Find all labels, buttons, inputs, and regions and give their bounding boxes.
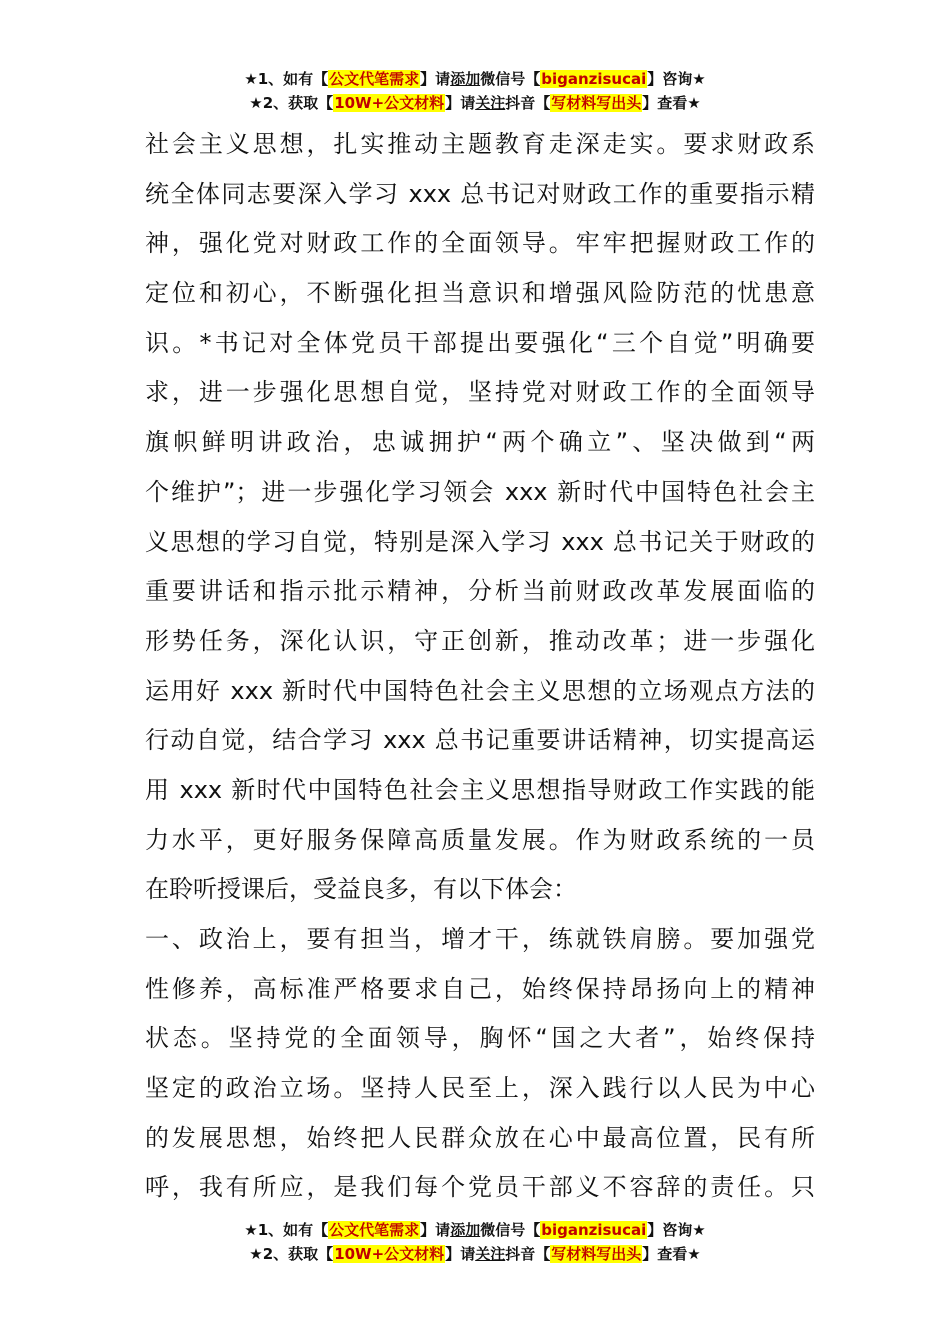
body-line: 坚定的政治立场。坚持人民至上，深入践行以人民为中心 bbox=[145, 1074, 815, 1103]
body-line: 行动自觉，结合学习 xxx 总书记重要讲话精神，切实提高运 bbox=[145, 726, 815, 755]
banner-line-2: ★2、获取【10W+公文材料】请关注抖音【写材料写出头】查看★ bbox=[249, 1245, 701, 1263]
body-line: 力水平，更好服务保障高质量发展。作为财政系统的一员 bbox=[145, 825, 815, 854]
banner-line-1: ★1、如有【公文代笔需求】请添加微信号【biganzisucai】咨询★ bbox=[244, 70, 706, 88]
body-line: 旗帜鲜明讲政治，忠诚拥护“两个确立”、坚决做到“两 bbox=[145, 428, 815, 457]
body-line: 呼，我有所应，是我们每个党员干部义不容辞的责任。只 bbox=[145, 1173, 815, 1202]
body-line: 形势任务，深化认识，守正创新，推动改革；进一步强化 bbox=[145, 626, 815, 655]
body-line: 用 xxx 新时代中国特色社会主义思想指导财政工作实践的能 bbox=[145, 775, 815, 804]
highlight-douyin-account: 写材料写出头 bbox=[551, 94, 642, 112]
header-banner bbox=[0, 67, 950, 115]
section-heading-line: 一、政治上，要有担当，增才干，练就铁肩膀。要加强党 bbox=[145, 925, 815, 953]
body-line: 社会主义思想，扎实推动主题教育走深走实。要求财政系 bbox=[145, 130, 815, 158]
body-line: 性修养，高标准严格要求自己，始终保持昂扬向上的精神 bbox=[145, 974, 815, 1003]
highlight-service: 公文代笔需求 bbox=[329, 70, 420, 88]
highlight-materials: 10W+公文材料 bbox=[334, 1245, 445, 1263]
body-line: 识。*书记对全体党员干部提出要强化“三个自觉”明确要 bbox=[145, 328, 815, 357]
body-line: 运用好 xxx 新时代中国特色社会主义思想的立场观点方法的 bbox=[145, 676, 815, 705]
highlight-service: 公文代笔需求 bbox=[329, 1221, 420, 1239]
body-line: 的发展思想，始终把人民群众放在心中最高位置，民有所 bbox=[145, 1123, 815, 1152]
body-line: 重要讲话和指示批示精神，分析当前财政改革发展面临的 bbox=[145, 577, 815, 606]
body-line: 求，进一步强化思想自觉，坚持党对财政工作的全面领导 bbox=[145, 378, 815, 407]
highlight-wechat-id: biganzisucai bbox=[541, 1221, 647, 1239]
body-line: 义思想的学习自觉，特别是深入学习 xxx 总书记关于财政的 bbox=[145, 527, 815, 556]
highlight-douyin-account: 写材料写出头 bbox=[551, 1245, 642, 1263]
body-line: 神，强化党对财政工作的全面领导。牢牢把握财政工作的 bbox=[145, 229, 815, 258]
body-line: 在聆听授课后，受益良多，有以下体会： bbox=[145, 875, 577, 904]
banner-line-1: ★1、如有【公文代笔需求】请添加微信号【biganzisucai】咨询★ bbox=[244, 1221, 706, 1239]
highlight-materials: 10W+公文材料 bbox=[334, 94, 445, 112]
banner-line-2: ★2、获取【10W+公文材料】请关注抖音【写材料写出头】查看★ bbox=[249, 94, 701, 112]
document-body bbox=[145, 120, 815, 1213]
body-line: 定位和初心，不断强化担当意识和增强风险防范的忧患意 bbox=[145, 279, 815, 308]
body-line: 个维护”；进一步强化学习领会 xxx 新时代中国特色社会主 bbox=[145, 477, 815, 506]
footer-banner bbox=[0, 1218, 950, 1266]
body-line: 状态。坚持党的全面领导，胸怀“国之大者”，始终保持 bbox=[145, 1024, 815, 1053]
body-line: 统全体同志要深入学习 xxx 总书记对财政工作的重要指示精 bbox=[145, 179, 815, 208]
highlight-wechat-id: biganzisucai bbox=[541, 70, 647, 88]
